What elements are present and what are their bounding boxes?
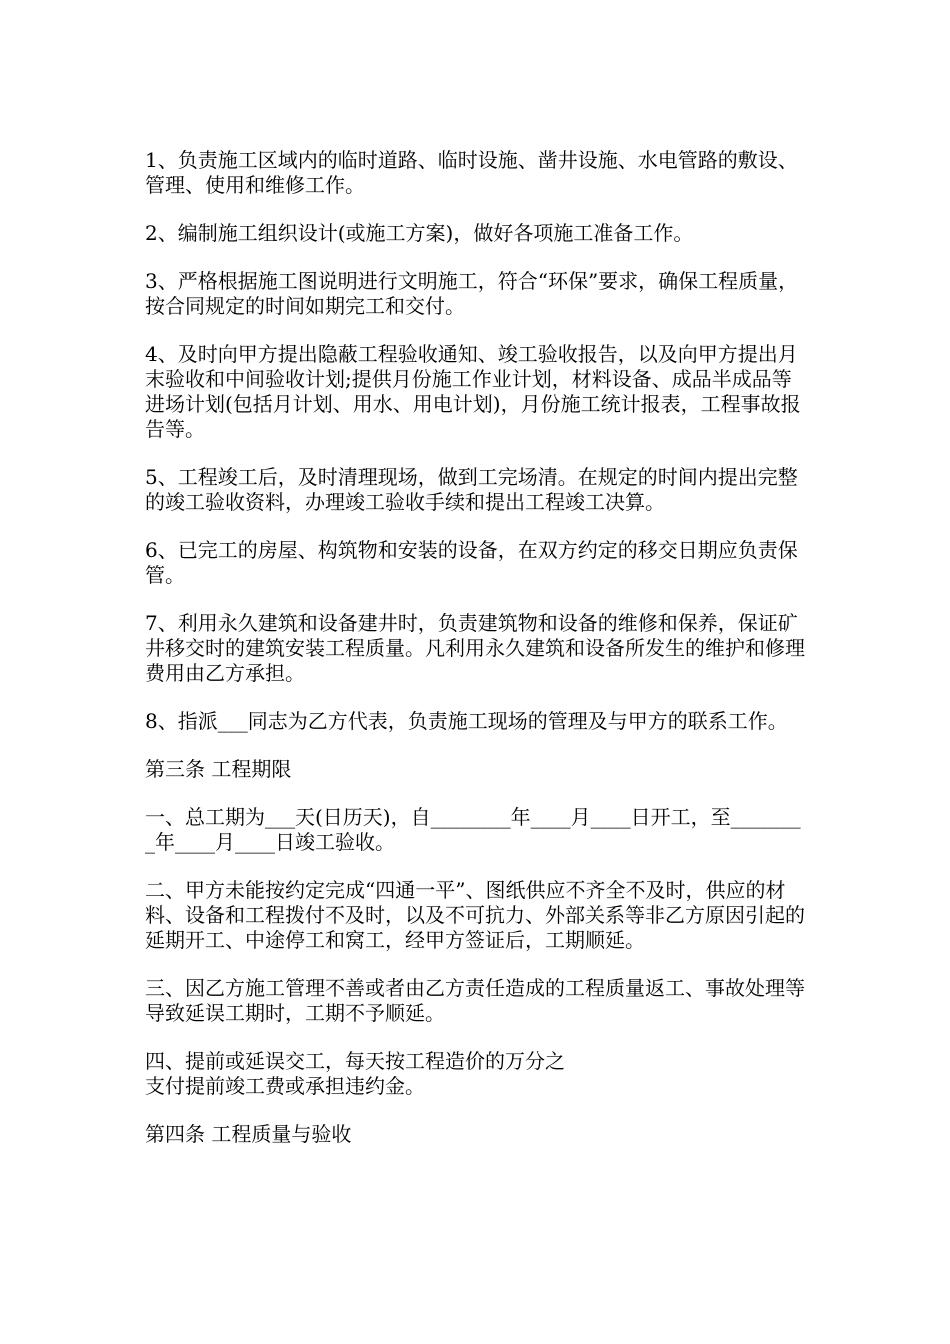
document-page bbox=[145, 148, 810, 1170]
term-item-1: 一、总工期为___天(日历天)，自________年____月____日开工，至________年____月____日竣工验收。 bbox=[145, 805, 801, 854]
clause-item-3: 3、严格根据施工图说明进行文明施工，符合“环保”要求，确保工程质量，按合同规定的时间如期完工和交付。 bbox=[145, 269, 799, 318]
section-heading-article-4: 第四条 工程质量与验收 bbox=[145, 1122, 352, 1146]
term-item-2: 二、甲方未能按约定完成“四通一平”、图纸供应不齐全不及时，供应的材料、设备和工程拨付不及时，以及不可抗力、外部关系等非乙方原因引起的延期开工、中途停工和窝工，经甲方签证后，工期顺延。 bbox=[145, 878, 805, 952]
clause-item-6: 6、已完工的房屋、构筑物和安装的设备，在双方约定的移交日期应负责保管。 bbox=[145, 538, 798, 587]
clause-item-1: 1、负责施工区域内的临时道路、临时设施、凿井设施、水电管路的敷设、管理、使用和维修工作。 bbox=[145, 148, 798, 197]
clause-item-4: 4、及时向甲方提出隐蔽工程验收通知、竣工验收报告，以及向甲方提出月末验收和中间验收计划;提供月份施工作业计划，材料设备、成品半成品等进场计划(包括月计划、用水、用电计划)，月份施工统计报表，工程事故报告等。 bbox=[145, 342, 801, 441]
clause-item-7: 7、利用永久建筑和设备建井时，负责建筑物和设备的维修和保养，保证矿井移交时的建筑安装工程质量。凡利用永久建筑和设备所发生的维护和修理费用由乙方承担。 bbox=[145, 611, 805, 685]
section-heading-article-3: 第三条 工程期限 bbox=[145, 757, 292, 781]
clause-item-8: 8、指派___同志为乙方代表，负责施工现场的管理及与甲方的联系工作。 bbox=[145, 709, 788, 733]
term-item-3: 三、因乙方施工管理不善或者由乙方责任造成的工程质量返工、事故处理等导致延误工期时，工期不予顺延。 bbox=[145, 976, 805, 1025]
clause-item-2: 2、编制施工组织设计(或施工方案)，做好各项施工准备工作。 bbox=[145, 221, 694, 245]
term-item-4: 四、提前或延误交工，每天按工程造价的万分之 支付提前竣工费或承担违约金。 bbox=[145, 1049, 565, 1098]
clause-item-5: 5、工程竣工后，及时清理现场，做到工完场清。在规定的时间内提出完整的竣工验收资料，办理竣工验收手续和提出工程竣工决算。 bbox=[145, 465, 798, 514]
